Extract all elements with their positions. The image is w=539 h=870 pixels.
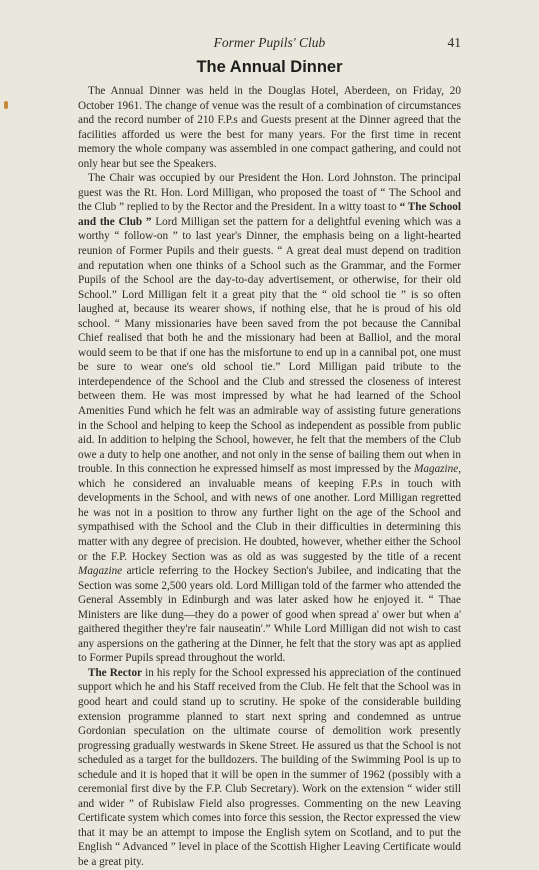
rector-bold: The Rector [88, 666, 143, 679]
paragraph-1: The Annual Dinner was held in the Douglas Hotel, Aberdeen, on Friday, 20 October 1961. The change of venue was the result of a combination of circumstances and the record number of 210 F.P.s and Guests present at the Dinner agreed that the facilities afforded us were the best for many years. For the first time in recent memory the whole company was assembled in one compact gathering, and could not only hear but see the Speakers. [78, 85, 461, 170]
magazine-italic-2: Magazine [78, 565, 123, 578]
running-title: Former Pupils' Club [213, 35, 326, 50]
article-title: The Annual Dinner [196, 58, 343, 76]
article-body [78, 84, 461, 870]
page-number: 41 [447, 35, 461, 50]
paragraph-2 [78, 171, 461, 666]
magazine-italic-1: Magazine [414, 463, 459, 476]
margin-ink-mark [4, 101, 8, 109]
paragraph-2-text-d: article referring to the Hockey Section's Jubilee, and indicating that the Section was some 2,500 years old. Lord Milligan told of the farmer who attended the General Assembly in Edinburgh and was later asked how he enjoyed it. “ Thae Ministers are like dung—they do a power of good when spread a' ower but when a' gaithered thegither they're fair nauseatin'.” While Lord Milligan did not wish to cast any aspersions on the gathering at the Dinner, he felt that the story was apt as applied to Former Pupils spread throughout the world. [78, 565, 461, 665]
paragraph-2-text-b: Lord Milligan set the pattern for a delightful evening which was a worthy “ follow-on ” to last year's Dinner, the emphasis being on a light-hearted reunion of Former Pupils and their guests. “ A great deal must depend on tradition and reputation when one thinks of a School such as the Grammar, and the Former Pupils of the School are the day-to-day advertisement, or otherwise, for their old School.” Lord Milligan felt it a great pity that the “ old school tie ” is so often laughed at, because its wearer shows, if nothing else, that he is proud of his old school. “ Many missionaries have been saved from the pot because the Cannibal Chief realised that both he and the missionary had been at Balliol, and the moral would seem to be that if one has the misfortune to end up in a cannibal pot, one must be sure to wear one's old school tie.” Lord Milligan paid tribute to the interdependence of the School and the Club and stressed the closeness of interest between them. He was most impressed by what he had learned of the School Amenities Fund which he felt was an admirable way of assisting future generations in the School and helping to keep the School as independent as possible from public aid. In addition to helping the School, however, he felt that the members of the Club owe a duty to help one another, and not only in the sense of bailing them out when in trouble. In this connection he expressed himself as most impressed by the [78, 215, 461, 476]
paragraph-2-text-a: The Chair was occupied by our President the Hon. Lord Johnston. The principal guest was the Rt. Hon. Lord Milligan, who proposed the toast of “ The School and the Club ” replied to by the Rector and the President. In a witty toast to [78, 172, 461, 214]
paragraph-2-text-c: , which he considered an invaluable means of keeping F.P.s in touch with developments in the School, and with news of one another. Lord Milligan regretted he was not in a position to throw any further light on the age of the School and sympathised with the School and the Club in their difficulties in determining this matter with any degree of precision. He doubted, however, whether either the School or the F.P. Hockey Section was as old as was suggested by the title of a recent [78, 463, 461, 563]
running-head [78, 35, 461, 51]
toast-title-bold: “ The School and the Club ” [78, 201, 461, 228]
paragraph-3-text: in his reply for the School expressed his appreciation of the continued support which he and his Staff received from the Club. He felt that the School was in good heart and could stand up to scrutiny. He spoke of the considerable building extension programme planned to start next spring and condemned as untrue Gordonian speculation on the ultimate course of demolition work presently progressing gradually westwards in Skene Street. He assured us that the School is not scheduled as a target for the bulldozers. The building of the Swimming Pool is up to schedule and it is hoped that it will be open in the summer of 1962 (possibly with a ceremonial first dive by the F.P. Club Secretary). Work on the extension “ wider still and wider ” of Rubislaw Field also progresses. Commenting on the new Leaving Certificate system which comes into force this session, the Rector expressed the view that it may be an attempt to impose the English sytem on Scotland, and to put the English “ Advanced ” level in place of the Scottish Higher Leaving Certificate would be a great pity. [78, 666, 462, 868]
